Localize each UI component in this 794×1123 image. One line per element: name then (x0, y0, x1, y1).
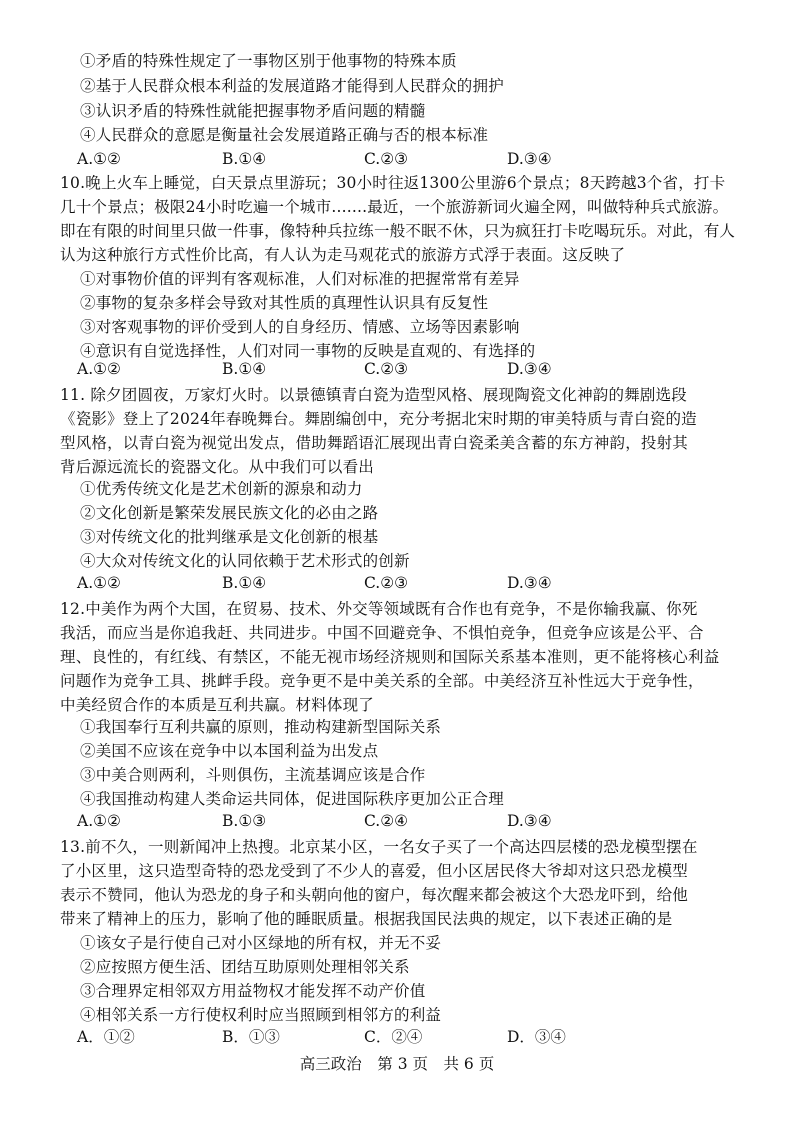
question-stem-line: 理、良性的，有红线、有禁区，不能无视市场经济规则和国际关系基本准则，更不能将核心利益 (60, 648, 720, 666)
question-stem-line: 中美经贸合作的本质是互利共赢。材料体现了 (60, 696, 375, 714)
option-line: ④意识有自觉选择性，人们对同一事物的反映是直观的、有选择的 (80, 342, 536, 360)
option-line: ①我国奉行互利共赢的原则，推动构建新型国际关系 (80, 718, 442, 736)
option-line: ④大众对传统文化的认同依赖于艺术形式的创新 (80, 552, 410, 570)
question-stem-line: 了小区里，这只造型奇特的恐龙受到了不少人的喜爱，但小区居民佟大爷却对这只恐龙模型 (60, 862, 689, 880)
option-line: ③对传统文化的批判继承是文化创新的根基 (80, 528, 379, 546)
choice-d: D.③④ (507, 150, 552, 168)
option-line: ③对客观事物的评价受到人的自身经历、情感、立场等因素影响 (80, 318, 520, 336)
option-line: ②事物的复杂多样会导致对其性质的真理性认识具有反复性 (80, 294, 489, 312)
choice-c: C.②③ (364, 360, 409, 378)
option-line: ④人民群众的意愿是衡量社会发展道路正确与否的根本标准 (80, 126, 489, 144)
question-stem-line: 几十个景点；极限24小时吃遍一个城市.......最近，一个旅游新词火遍全网，叫做特种兵式旅游。 (60, 198, 729, 216)
choice-a: A.①② (77, 150, 121, 168)
choice-b: B．①③ (222, 1028, 280, 1046)
option-line: ④我国推动构建人类命运共同体，促进国际秩序更加公正合理 (80, 790, 504, 808)
question-stem-line: 背后源远流长的瓷器文化。从中我们可以看出 (60, 458, 375, 476)
choice-c: C.②③ (364, 574, 409, 592)
choice-a: A.①② (77, 574, 121, 592)
choice-d: D.③④ (507, 360, 552, 378)
option-line: ③中美合则两利，斗则俱伤，主流基调应该是合作 (80, 766, 426, 784)
choice-a: A．①② (77, 1028, 135, 1046)
page-footer: 高三政治 第 3 页 共 6 页 (299, 1055, 495, 1073)
option-line: ③认识矛盾的特殊性就能把握事物矛盾问题的精髓 (80, 102, 426, 120)
option-line: ②基于人民群众根本利益的发展道路才能得到人民群众的拥护 (80, 77, 504, 95)
option-line: ①矛盾的特殊性规定了一事物区别于他事物的特殊本质 (80, 52, 457, 70)
choice-c: C.②④ (364, 812, 409, 830)
option-line: ①对事物价值的评判有客观标准，人们对标准的把握常常有差异 (80, 270, 520, 288)
question-stem-line: 即在有限的时间里只做一件事，像特种兵拉练一般不眠不休，只为疯狂打卡吃喝玩乐。对此，有人 (60, 222, 736, 240)
choice-b: B.①④ (222, 574, 267, 592)
option-line: ①优秀传统文化是艺术创新的源泉和动力 (80, 480, 363, 498)
option-line: ②应按照方便生活、团结互助原则处理相邻关系 (80, 958, 410, 976)
choice-b: B.①③ (222, 812, 267, 830)
question-stem-line: 认为这种旅行方式性价比高，有人认为走马观花式的旅游方式浮于表面。这反映了 (60, 246, 626, 264)
question-stem-line: 带来了精神上的压力，影响了他的睡眠质量。根据我国民法典的规定，以下表述正确的是 (60, 910, 673, 928)
option-line: ②文化创新是繁荣发展民族文化的必由之路 (80, 504, 379, 522)
choice-c: C.②③ (364, 150, 409, 168)
question-stem-line: 我活，而应当是你追我赶、共同进步。中国不回避竞争、不惧怕竞争，但竞争应该是公平、合 (60, 624, 704, 642)
choice-b: B.①④ (222, 150, 267, 168)
choice-a: A.①② (77, 360, 121, 378)
question-stem-line: 12.中美作为两个大国，在贸易、技术、外交等领域既有合作也有竞争，不是你输我赢、你死 (60, 600, 698, 618)
option-line: ②美国不应该在竞争中以本国利益为出发点 (80, 742, 379, 760)
option-line: ③合理界定相邻双方用益物权才能发挥不动产价值 (80, 982, 426, 1000)
question-stem-line: 10.晚上火车上睡觉，白天景点里游玩；30小时往返1300公里游6个景点；8天跨越3个省，打卡 (60, 174, 726, 192)
option-line: ④相邻关系一方行使权利时应当照顾到相邻方的利益 (80, 1006, 442, 1024)
choice-d: D．③④ (507, 1028, 566, 1046)
question-stem-line: 问题作为竞争工具、挑衅手段。竞争更不是中美关系的全部。中美经济互补性远大于竞争性， (60, 672, 704, 690)
question-stem-line: 《瓷影》登上了2024年春晚舞台。舞剧编创中，充分考据北宋时期的审美特质与青白瓷的造 (60, 410, 697, 428)
choice-a: A.①② (77, 812, 121, 830)
question-stem-line: 13.前不久，一则新闻冲上热搜。北京某小区，一名女子买了一个高达四层楼的恐龙模型摆在 (60, 838, 698, 856)
choice-d: D.③④ (507, 574, 552, 592)
choice-c: C．②④ (364, 1028, 423, 1046)
choice-b: B.①④ (222, 360, 267, 378)
question-stem-line: 11. 除夕团圆夜，万家灯火时。以景德镇青白瓷为造型风格、展现陶瓷文化神韵的舞剧选段 (60, 386, 687, 404)
choice-d: D.③④ (507, 812, 552, 830)
option-line: ①该女子是行使自己对小区绿地的所有权，并无不妥 (80, 934, 442, 952)
question-stem-line: 表示不赞同，他认为恐龙的身子和头朝向他的窗户，每次醒来都会被这个大恐龙吓到，给他 (60, 886, 689, 904)
question-stem-line: 型风格，以青白瓷为视觉出发点，借助舞蹈语汇展现出青白瓷柔美含蓄的东方神韵，投射其 (60, 434, 689, 452)
